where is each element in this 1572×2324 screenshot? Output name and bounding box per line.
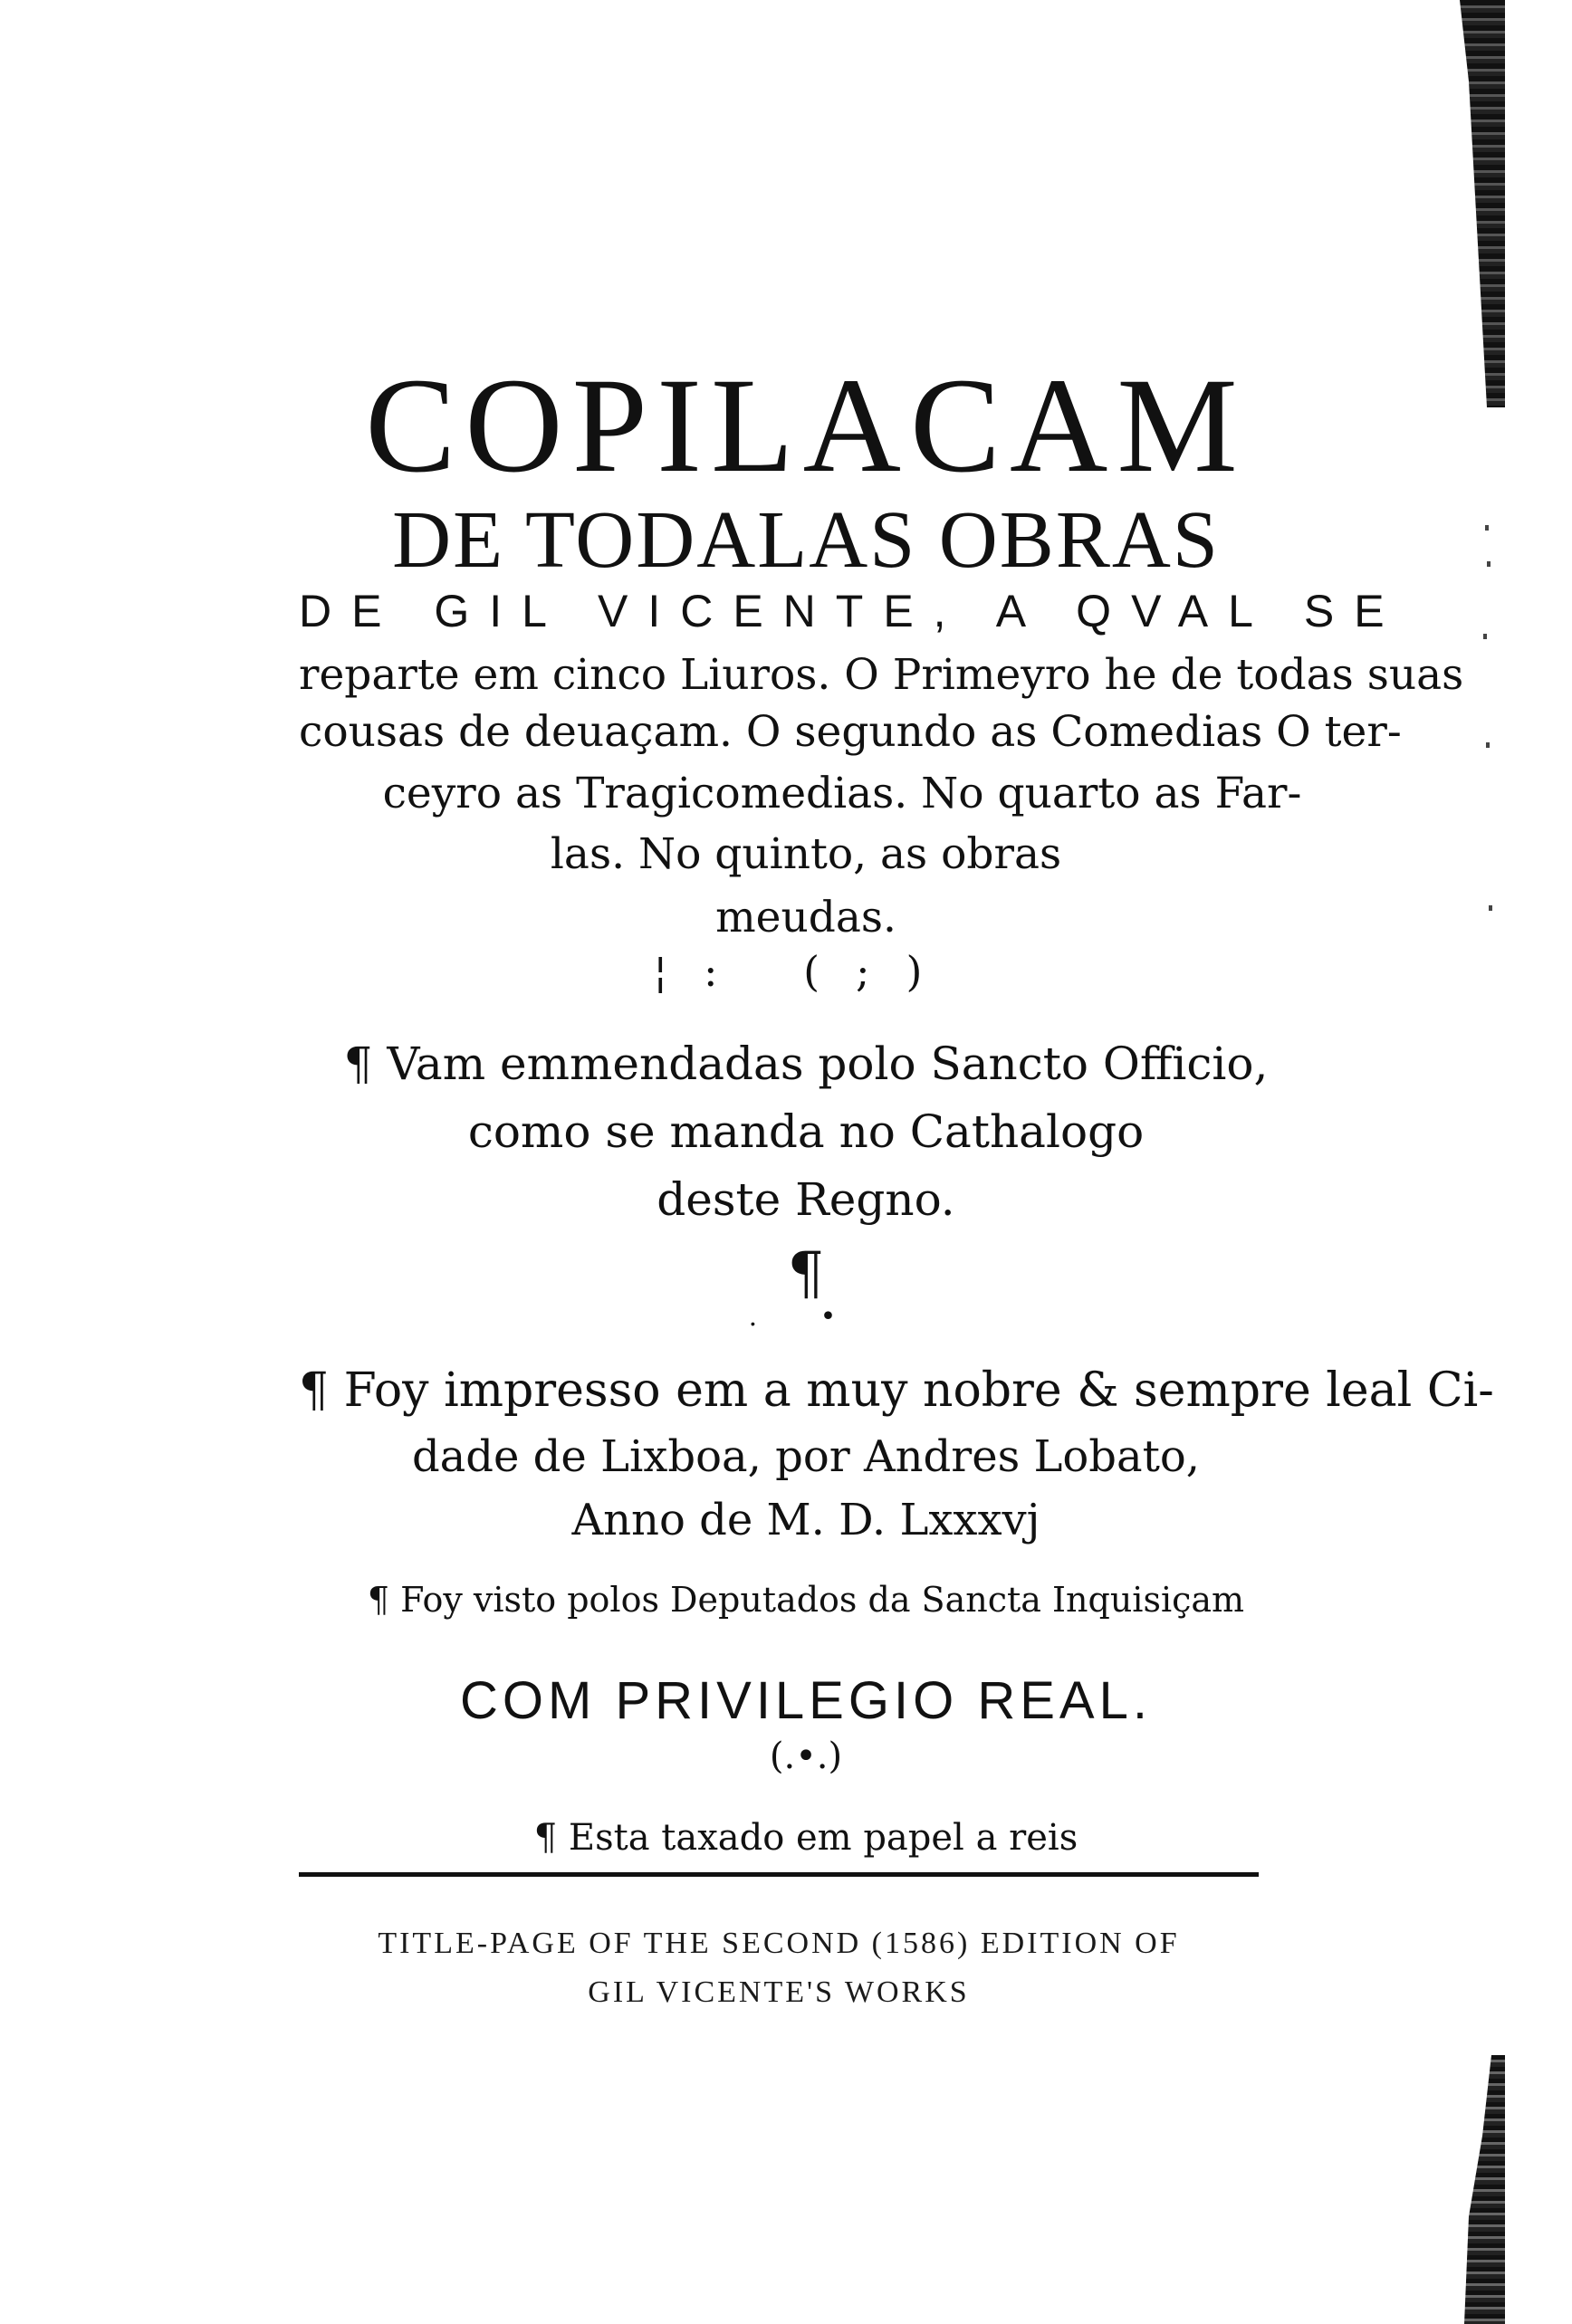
emmendadas-line: deste Regno. — [657, 1173, 955, 1226]
page-subtitle: DE TODALAS OBRAS — [392, 495, 1220, 585]
imprint-line: dade de Lixboa, por Andres Lobato, — [411, 1431, 1201, 1482]
visto-line: ¶ Foy visto polos Deputados da Sancta Inquisiçam — [367, 1580, 1245, 1620]
description-line: ceyro as Tragicomedias. No quarto as Far- — [382, 769, 1302, 818]
edge-speck — [1487, 561, 1491, 567]
page-title: COPILACAM — [365, 350, 1247, 501]
caption-line: GIL VICENTE'S WORKS — [588, 1975, 970, 2009]
page-edge-shadow — [1460, 0, 1505, 407]
ornament-marks: . • — [748, 1301, 864, 1333]
description-line: cousas de deuaçam. O segundo as Comedias O ter- — [299, 707, 1402, 757]
emmendadas-line: ¶ Vam emmendadas polo Sancto Officio, — [343, 1038, 1269, 1090]
edge-speck — [1489, 905, 1492, 911]
page-edge-shadow — [1460, 2055, 1505, 2324]
description-line: meudas. — [715, 893, 896, 942]
description-line: reparte em cinco Liuros. O Primeyro he de todas suas — [299, 650, 1464, 700]
taxado-line: ¶ Esta taxado em papel a reis — [533, 1817, 1078, 1859]
edge-speck — [1486, 742, 1490, 748]
horizontal-rule — [299, 1872, 1259, 1877]
author-line: DE GIL VICENTE, A QVAL SE — [299, 586, 1404, 636]
edge-speck — [1485, 525, 1489, 531]
caption-line: TITLE-PAGE OF THE SECOND (1586) EDITION OF — [378, 1927, 1180, 1960]
imprint-line: Anno de M. D. Lxxxvj — [571, 1495, 1040, 1545]
ornament-marks: ¦: (;) — [653, 947, 959, 996]
description-line: las. No quinto, as obras — [550, 829, 1062, 879]
privilegio-line: COM PRIVILEGIO REAL. — [460, 1671, 1152, 1730]
ornament-marks: (.•.) — [769, 1736, 843, 1777]
imprint-line: ¶ Foy impresso em a muy nobre & sempre leal Ci- — [299, 1363, 1494, 1418]
emmendadas-line: como se manda no Cathalogo — [467, 1105, 1145, 1158]
pilcrow-mark: ¶ — [787, 1240, 825, 1307]
edge-speck — [1483, 634, 1487, 639]
